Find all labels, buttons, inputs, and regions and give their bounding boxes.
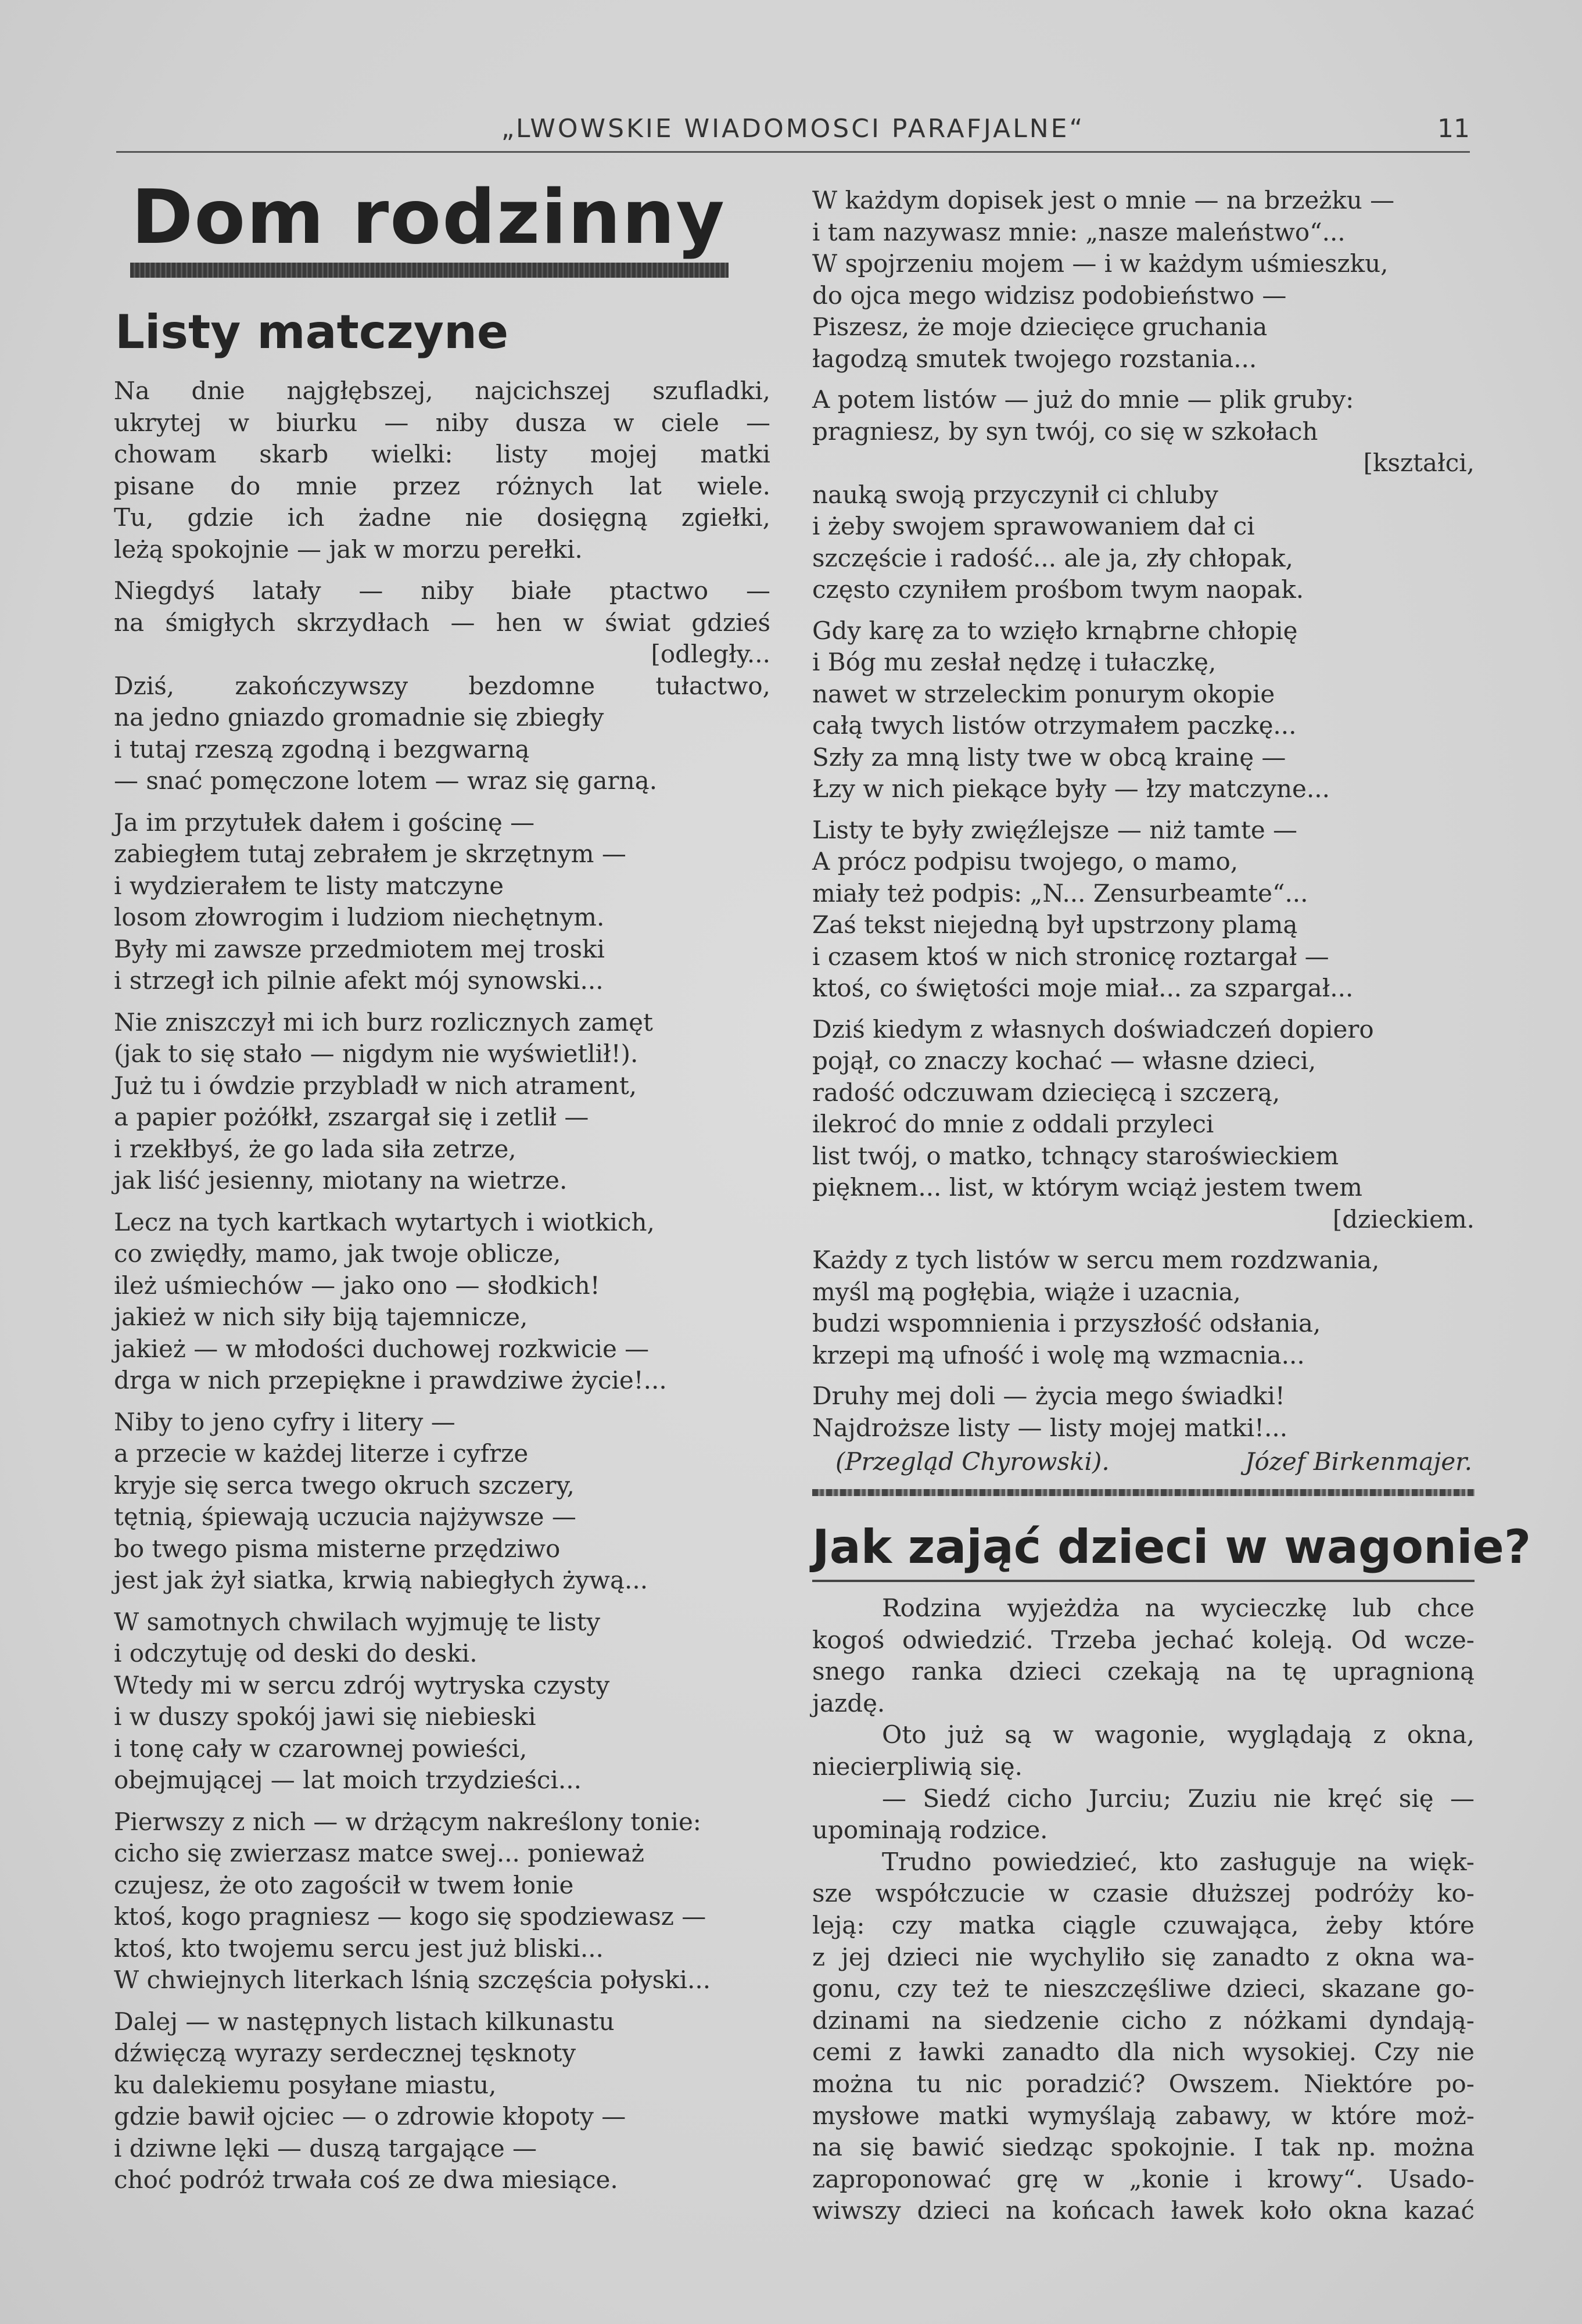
poem-line: ukrytej w biurku — niby dusza w ciele — (114, 408, 770, 437)
poem-line: Były mi zawsze przedmiotem mej troski (114, 934, 605, 963)
poem-line: jakież w nich siły biją tajemnicze, (114, 1303, 528, 1331)
article-line: Oto już są w wagonie, wyglądają z okna, (882, 1720, 1475, 1749)
article-line: na się bawić siedząc spokojnie. I tak np. można (812, 2133, 1475, 2162)
poem-left (114, 375, 770, 2196)
poem-line: i w duszy spokój jawi się niebieski (114, 1702, 536, 1731)
poem-author: Józef Birkenmajer. (1244, 1447, 1472, 1476)
article-line: zaproponować grę w „konie i krowy“. Usado- (812, 2164, 1475, 2193)
poem-line: szczęście i radość... ale ja, zły chłopak, (812, 543, 1293, 572)
poem-line: W spojrzeniu mojem — i w każdym uśmieszku, (812, 249, 1389, 278)
poem-line: — snać pomęczone lotem — wraz się garną. (114, 766, 658, 795)
poem-line: cicho się zwierzasz matce swej... ponieważ (114, 1839, 644, 1867)
poem-line: ileż uśmiechów — jako ono — słodkich! (114, 1271, 600, 1300)
article-line: jazdę. (812, 1688, 885, 1717)
poem-line: W każdym dopisek jest o mnie — na brzeżku — (812, 186, 1395, 214)
poem-line: Lecz na tych kartkach wytartych i wiotkich, (114, 1207, 655, 1236)
poem-line: jak liść jesienny, miotany na wietrze. (114, 1166, 568, 1195)
stanza (114, 1407, 770, 1597)
poem-line: (jak to się stało — nigdym nie wyświetlił!). (114, 1039, 638, 1068)
section-divider-ornament (812, 1489, 1475, 1496)
poem-line: Listy te były zwięźlejsze — niż tamte — (812, 815, 1298, 844)
stanza (114, 807, 770, 997)
poem-line: zabiegłem tutaj zebrałem je skrzętnym — (114, 840, 626, 868)
stanza (114, 1806, 770, 1996)
article-line: sze współczucie w czasie dłuższej podróży ko- (812, 1879, 1475, 1908)
poem-line: bo twego pisma misterne przędziwo (114, 1534, 561, 1563)
article-line: snego ranka dzieci czekają na tę upragnioną (812, 1657, 1475, 1686)
poem-line: dźwięczą wyrazy serdecznej tęsknoty (114, 2039, 576, 2067)
article-line: niecierpliwią się. (812, 1752, 1023, 1781)
article-line: dzinami na siedzenie cicho z nóżkami dyndają- (812, 2006, 1475, 2035)
stanza (114, 1207, 770, 1397)
poem-line: radość odczuwam dziecięcą i szczerą, (812, 1078, 1280, 1107)
article-body (812, 1593, 1475, 2227)
poem-line: A prócz podpisu twojego, o mamo, (812, 847, 1239, 876)
article-line: cemi z ławki zanadto dla nich wysokiej. Czy nie (812, 2038, 1475, 2067)
poem-line: jakież — w młodości duchowej rozkwicie — (114, 1334, 650, 1363)
poem-line: Tu, gdzie ich żadne nie dosięgną zgiełki, (114, 503, 770, 532)
poem-line: pojął, co znaczy kochać — własne dzieci, (812, 1046, 1316, 1075)
article-line: mysłowe matki wymyślają zabawy, w które moż- (812, 2101, 1475, 2130)
poem-line: często czyniłem prośbom twym naopak. (812, 575, 1304, 604)
poem-line: i strzegł ich pilnie afekt mój synowski... (114, 966, 604, 995)
poem-right (812, 185, 1475, 1477)
poem-line: jest jak żył siatka, krwią nabiegłych żywą... (114, 1566, 648, 1594)
poem-line: ktoś, co świętości moje miał... za szpargał... (812, 974, 1354, 1002)
poem-line: nawet w strzeleckim ponurym okopie (812, 679, 1275, 708)
stanza (812, 1014, 1475, 1236)
stanza (812, 384, 1475, 606)
poem-line: ktoś, kto twojemu sercu jest już bliski... (114, 1934, 604, 1963)
poem-line: Szły za mną listy twe w obcą krainę — (812, 743, 1286, 772)
title-underline-bar (130, 263, 729, 278)
poem-line: Wtedy mi w sercu zdrój wytryska czysty (114, 1670, 610, 1699)
article-line: Trudno powiedzieć, kto zasługuje na więk- (882, 1847, 1475, 1876)
poem-line: Zaś tekst niejedną był upstrzony plamą (812, 910, 1298, 939)
poem-line: Już tu i ówdzie przybladł w nich atrament, (114, 1071, 637, 1100)
poem-line: i rzekłbyś, że go lada siła zetrze, (114, 1134, 516, 1163)
header-rule (116, 151, 1470, 153)
poem-line: gdzie bawił ojciec — o zdrowie kłopoty — (114, 2102, 626, 2131)
poem-line: pięknem... list, w którym wciąż jestem twem (812, 1173, 1362, 1202)
running-head (116, 114, 1470, 149)
stanza (812, 1245, 1475, 1371)
stanza (114, 2006, 770, 2196)
poem-line: Nie zniszczył mi ich burz rozlicznych zamęt (114, 1007, 653, 1037)
poem-line: [odległy... (651, 640, 770, 668)
poem-line: i tutaj rzeszą zgodną i bezgwarną (114, 734, 530, 763)
poem-line: Na dnie najgłębszej, najcichszej szufladki, (114, 376, 770, 405)
poem-line: Dziś, zakończywszy bezdomne tułactwo, (114, 671, 770, 700)
poem-line: losom złowrogim i ludziom niechętnym. (114, 903, 605, 931)
poem-line: ilekroć do mnie z oddali przyleci (812, 1110, 1214, 1138)
poem-line: Niby to jeno cyfry i litery — (114, 1407, 455, 1436)
poem-line: Ja im przytułek dałem i gościnę — (114, 808, 535, 837)
poem-line: Pierwszy z nich — w drżącym nakreślony tonie: (114, 1807, 701, 1836)
poem-line: na śmigłych skrzydłach — hen w świat gdzieś (114, 608, 770, 637)
stanza (114, 1606, 770, 1796)
poem-line: i odczytuję od deski do deski. (114, 1639, 478, 1667)
poem-line: i Bóg mu zesłał nędzę i tułaczkę, (812, 648, 1217, 676)
article-line: upominają rodzice. (812, 1816, 1048, 1845)
article-line: — Siedź cicho Jurciu; Zuziu nie kręć się — (882, 1784, 1475, 1813)
stanza (812, 815, 1475, 1005)
poem-line: i żeby swojem sprawowaniem dał ci (812, 512, 1255, 540)
poem-line: list twój, o matko, tchnący staroświeckiem (812, 1141, 1339, 1170)
stanza (812, 185, 1475, 375)
running-title: „LWOWSKIE WIADOMOSCI PARAFJALNE“ (501, 114, 1085, 144)
poem-line: Niegdyś latały — niby białe ptactwo — (114, 576, 770, 605)
poem-line: Gdy karę za to wzięło krnąbrne chłopię (812, 616, 1298, 645)
poem-line: Dziś kiedym z własnych doświadczeń dopiero (812, 1014, 1374, 1043)
poem-line: pragniesz, by syn twój, co się w szkołach (812, 417, 1318, 446)
stanza (812, 1380, 1475, 1444)
article-title: Jak zająć dzieci w wagonie? (812, 1520, 1531, 1574)
article-line: leją: czy matka ciągle czuwająca, żeby które (812, 1910, 1475, 1939)
main-title: Dom rodzinny (131, 174, 726, 261)
poem-line: W chwiejnych literkach lśnią szczęścia połyski... (114, 1966, 711, 1994)
poem-signature (812, 1446, 1475, 1477)
right-column (812, 185, 1531, 2227)
stanza (114, 575, 770, 797)
left-column (114, 174, 770, 2206)
poem-line: [kształci, (1363, 449, 1475, 477)
poem-line: [dzieckiem. (1332, 1204, 1475, 1233)
poem-line: tętnią, śpiewają uczucia najżywsze — (114, 1502, 576, 1531)
poem-line: W samotnych chwilach wyjmuję te listy (114, 1607, 601, 1636)
poem-line: choć podróż trwała coś ze dwa miesiące. (114, 2165, 618, 2194)
stanza (114, 375, 770, 565)
poem-line: pisane do mnie przez różnych lat wiele. (114, 471, 770, 500)
article-line: wiwszy dzieci na końcach ławek koło okna kazać (812, 2196, 1475, 2225)
poem-line: ku dalekiemu posyłane miastu, (114, 2070, 497, 2099)
poem-line: myśl mą pogłębia, wiąże i uzacnia, (812, 1277, 1241, 1306)
poem-line: łagodzą smutek twojego rozstania... (812, 344, 1257, 373)
poem-line: na jedno gniazdo gromadnie się zbiegły (114, 703, 604, 731)
stanza (812, 615, 1475, 805)
stanza (114, 1007, 770, 1197)
article-title-rule (812, 1580, 1475, 1582)
article-line: można tu nic poradzić? Owszem. Niektóre po- (812, 2069, 1475, 2098)
poem-line: i tam nazywasz mnie: „nasze maleństwo“... (812, 217, 1346, 246)
poem-line: czujesz, że oto zagościł w twem łonie (114, 1870, 574, 1899)
poem-line: leżą spokojnie — jak w morzu perełki. (114, 535, 583, 564)
poem-line: całą twych listów otrzymałem paczkę... (812, 711, 1297, 740)
poem-line: do ojca mego widzisz podobieństwo — (812, 281, 1287, 310)
poem-line: co zwiędły, mamo, jak twoje oblicze, (114, 1239, 561, 1268)
poem-line: a papier pożółkł, zszargał się i zetlił — (114, 1103, 589, 1131)
poem-source: (Przegląd Chyrowski). (835, 1447, 1110, 1476)
article-line: z jej dzieci nie wychyliło się zanadto z okna wa- (812, 1942, 1475, 1971)
poem-line: drga w nich przepiękne i prawdziwe życie!... (114, 1366, 667, 1394)
poem-line: i tonę cały w czarownej powieści, (114, 1734, 528, 1763)
poem-line: i czasem ktoś w nich stronicę roztargał — (812, 942, 1329, 971)
poem-line: Dalej — w następnych listach kilkunastu (114, 2007, 615, 2036)
poem-line: A potem listów — już do mnie — plik gruby: (812, 385, 1354, 414)
poem-line: budzi wspomnienia i przyszłość odsłania, (812, 1309, 1321, 1337)
poem-line: Najdroższe listy — listy mojej matki!... (812, 1413, 1288, 1442)
poem-title: Listy matczyne (115, 305, 509, 359)
poem-line: a przecie w każdej literze i cyfrze (114, 1439, 529, 1468)
poem-line: i dziwne lęki — duszą targające — (114, 2133, 537, 2162)
poem-line: obejmującej — lat moich trzydzieści... (114, 1766, 582, 1794)
poem-line: chowam skarb wielki: listy mojej matki (114, 440, 770, 468)
poem-line: nauką swoją przyczynił ci chluby (812, 480, 1218, 509)
page-number: 11 (1437, 114, 1470, 144)
article-line: gonu, czy też te nieszczęśliwe dzieci, skazane go- (812, 1974, 1475, 2003)
poem-line: Druhy mej doli — życia mego świadki! (812, 1382, 1285, 1410)
poem-line: miały też podpis: „N... Zensurbeamte“... (812, 878, 1308, 908)
poem-line: i wydzierałem te listy matczyne (114, 871, 504, 900)
article-line: Rodzina wyjeżdża na wycieczkę lub chce (882, 1594, 1475, 1622)
poem-line: Piszesz, że moje dziecięce gruchania (812, 313, 1268, 341)
poem-line: krzepi mą ufność i wolę mą wzmacnia... (812, 1340, 1305, 1369)
poem-line: ktoś, kogo pragniesz — kogo się spodziewasz — (114, 1902, 706, 1931)
poem-line: Każdy z tych listów w sercu mem rozdzwania, (812, 1246, 1380, 1274)
poem-line: Łzy w nich piekące były — łzy matczyne... (812, 774, 1330, 803)
article-line: kogoś odwiedzić. Trzeba jechać koleją. Od wcze- (812, 1625, 1475, 1654)
poem-line: kryje się serca twego okruch szczery, (114, 1471, 575, 1500)
